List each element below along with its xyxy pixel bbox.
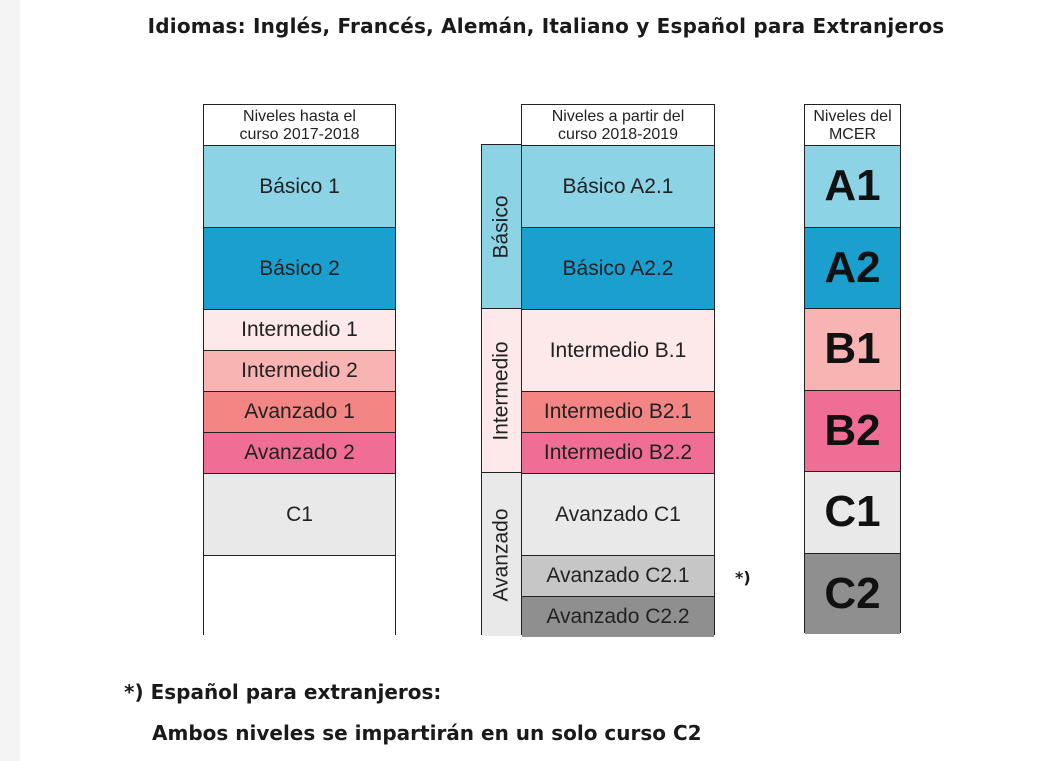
new-levels-table [521, 104, 715, 635]
new-level-row-2: Básico A2.2 [522, 227, 714, 309]
new-level-row-8: Avanzado C2.2 [522, 596, 714, 637]
mcer-level-row-5: C1 [805, 471, 900, 553]
mcer-level-row-2: A2 [805, 227, 900, 309]
new-levels-header: Niveles a partir del curso 2018-2019 [551, 107, 685, 143]
page-left-margin [0, 0, 20, 761]
mcer-level-row-6: C2 [805, 553, 900, 635]
old-level-row-4: Intermedio 2 [204, 350, 395, 391]
new-levels-group-column [481, 144, 522, 635]
group-avanzado [482, 472, 521, 636]
footnote-title: *) Español para extranjeros: [124, 680, 442, 704]
old-level-row-7: C1 [204, 473, 395, 555]
mcer-levels-header: Niveles del MCER [813, 107, 892, 143]
footnote-text: Ambos niveles se impartirán en un solo curso C2 [152, 721, 702, 745]
mcer-level-row-3: B1 [805, 308, 900, 390]
new-level-row-7: Avanzado C2.1 [522, 555, 714, 596]
page-title: Idiomas: Inglés, Francés, Alemán, Italiano y Español para Extranjeros [147, 14, 945, 38]
mcer-level-row-4: B2 [805, 390, 900, 472]
new-level-row-1: Básico A2.1 [522, 145, 714, 227]
new-level-row-3: Intermedio B.1 [522, 309, 714, 391]
mcer-level-row-1: A1 [805, 145, 900, 227]
new-level-row-4: Intermedio B2.1 [522, 391, 714, 432]
old-levels-table [203, 104, 396, 635]
new-level-row-5: Intermedio B2.2 [522, 432, 714, 473]
old-level-row-2: Básico 2 [204, 227, 395, 309]
old-level-row-5: Avanzado 1 [204, 391, 395, 432]
group-intermedio-label: Intermedio [489, 340, 513, 441]
group-avanzado-label: Avanzado [489, 507, 513, 602]
old-level-row-3: Intermedio 1 [204, 309, 395, 350]
old-level-row-8 [204, 555, 395, 637]
old-level-row-1: Básico 1 [204, 145, 395, 227]
old-levels-header: Niveles hasta el curso 2017-2018 [239, 107, 360, 143]
old-level-row-6: Avanzado 2 [204, 432, 395, 473]
group-intermedio [482, 308, 521, 472]
new-level-row-6: Avanzado C1 [522, 473, 714, 555]
mcer-levels-table [804, 104, 901, 633]
asterisk-marker: *) [735, 568, 751, 587]
group-basico [482, 145, 521, 308]
group-basico-label: Básico [489, 194, 513, 259]
